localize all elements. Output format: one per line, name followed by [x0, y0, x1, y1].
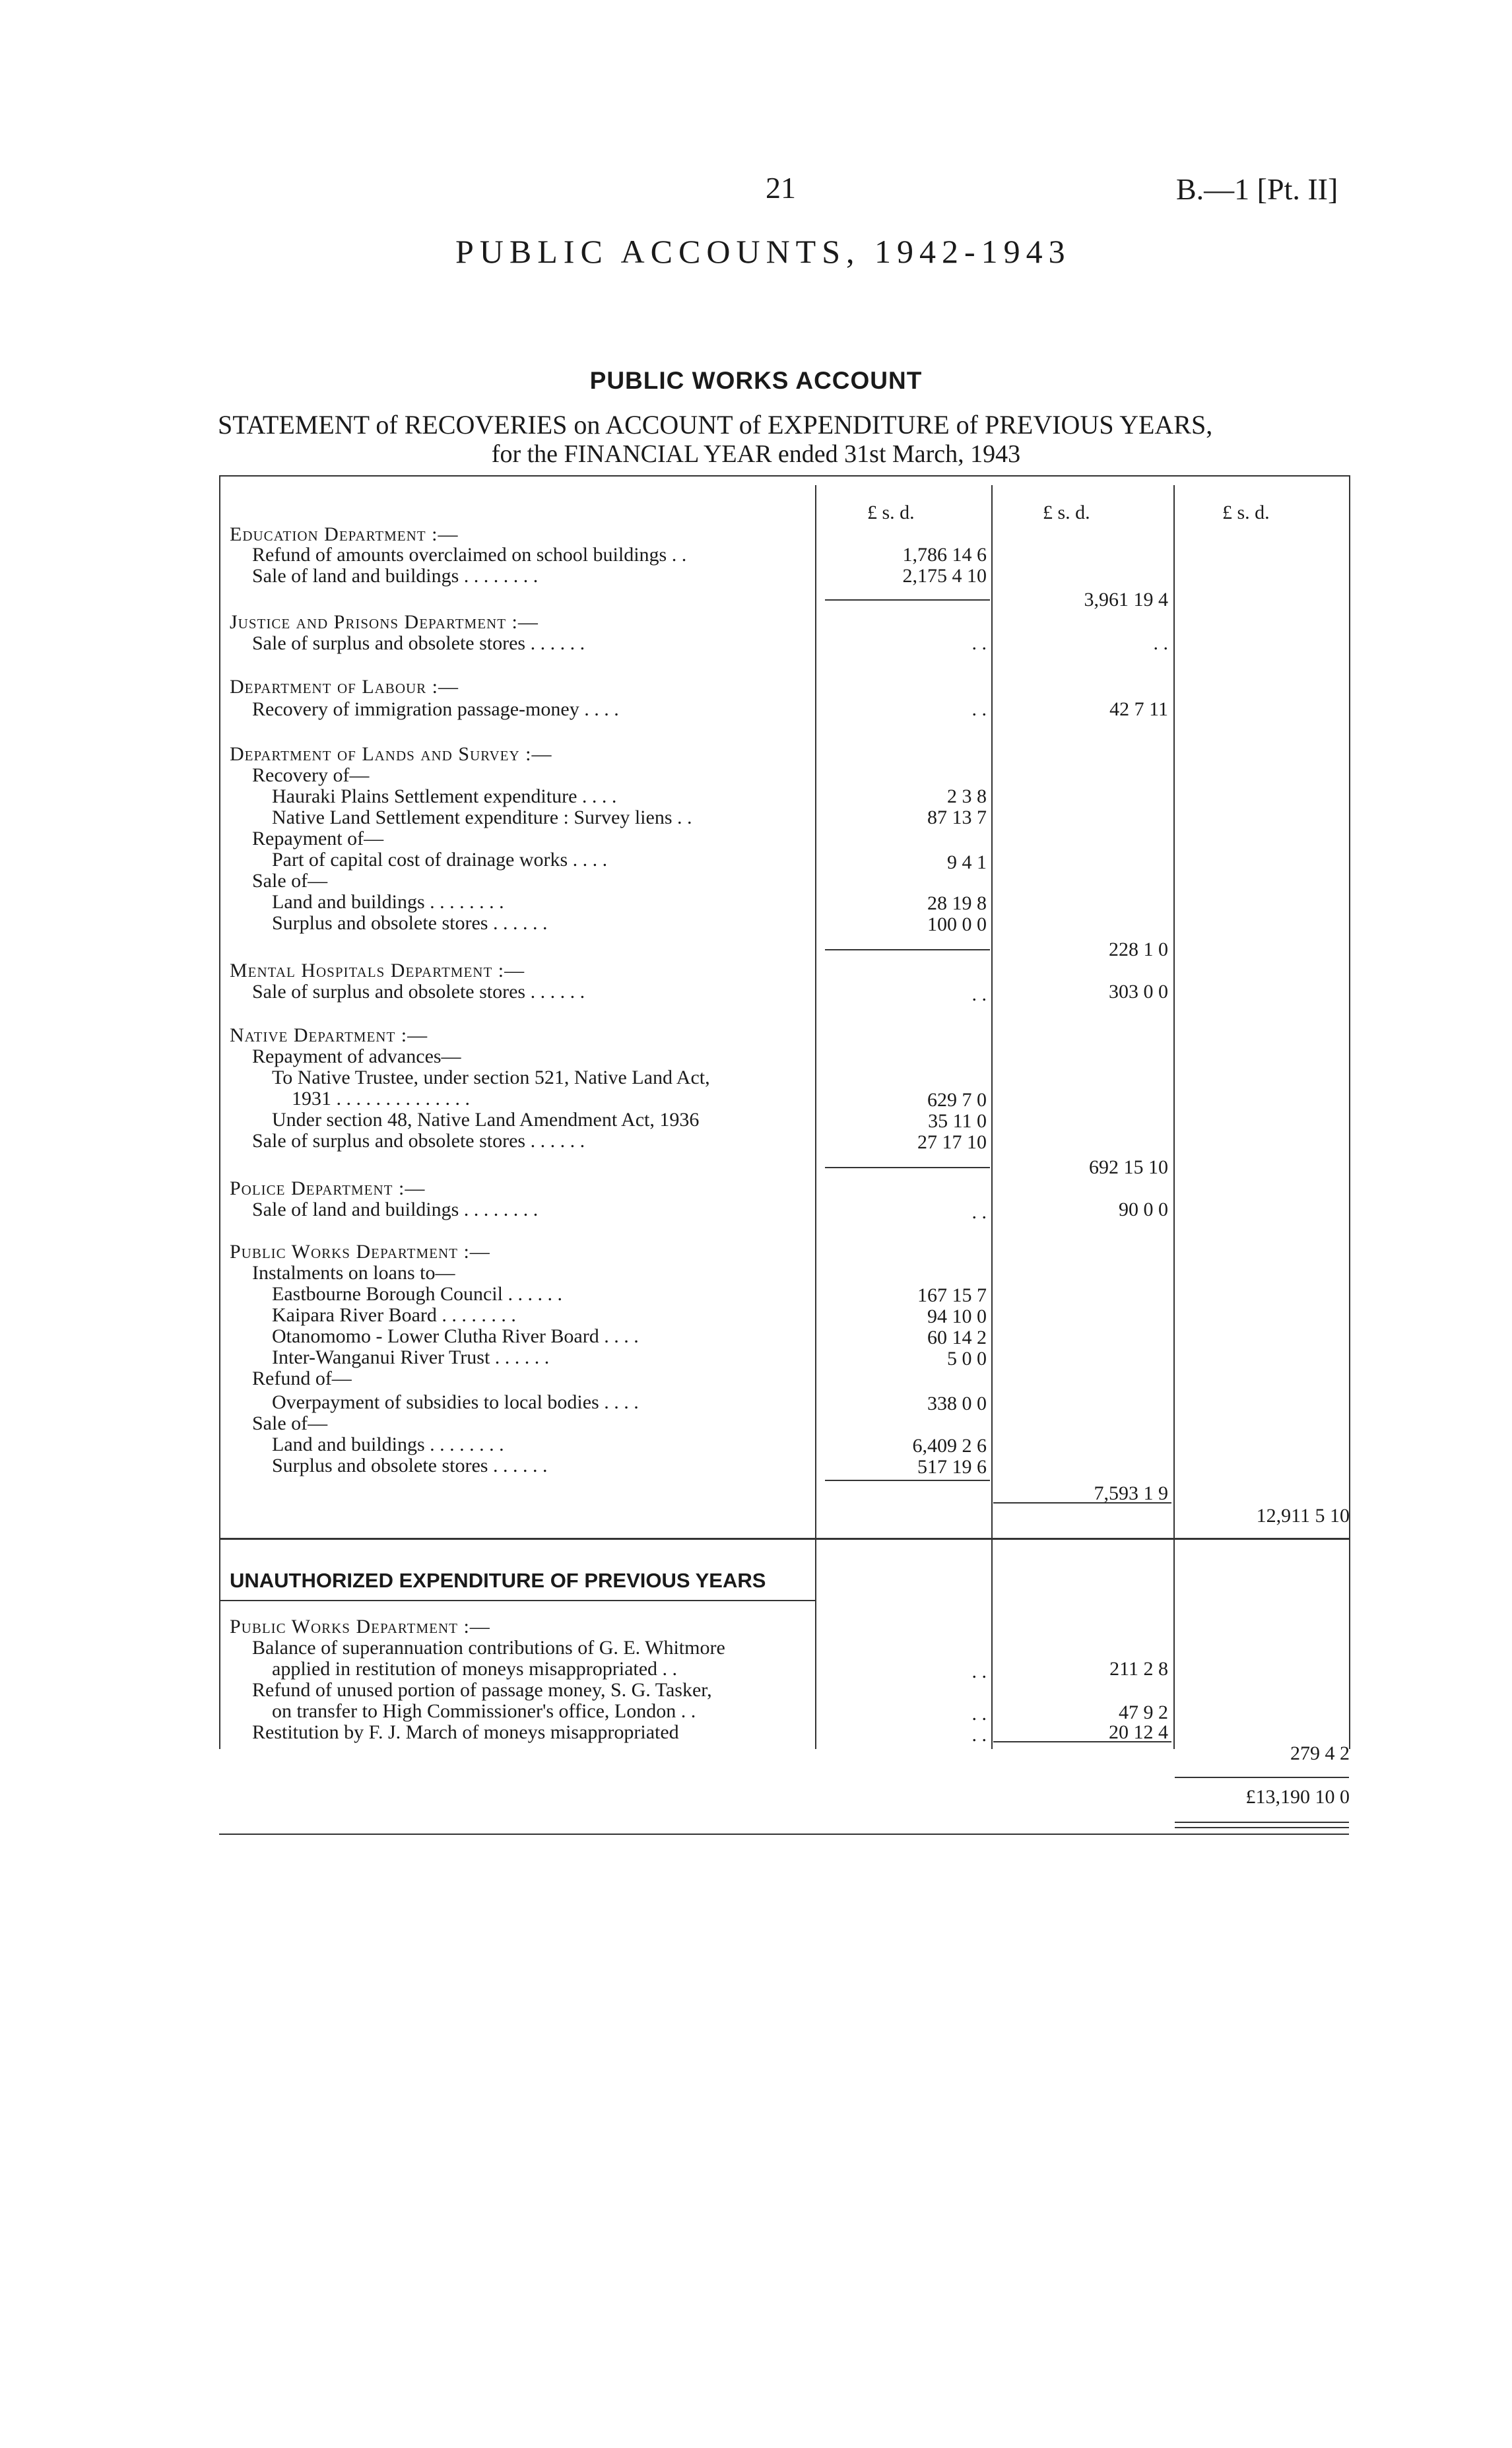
section-total: 12,911 5 10 [1256, 1505, 1350, 1527]
subtotal-rule [825, 1167, 990, 1168]
row-label: Kaipara River Board . . . . . . . . [272, 1304, 516, 1326]
table-top-rule [219, 475, 1349, 477]
section-title-rule [219, 1600, 815, 1601]
row-amount: 87 13 7 [927, 807, 987, 828]
section-heading: Department of Labour :— [230, 676, 459, 698]
row-label: Inter-Wanganui River Trust . . . . . . [272, 1346, 550, 1368]
row-amount: 1,786 14 6 [902, 544, 987, 566]
running-head: PUBLIC ACCOUNTS, 1942-1943 [455, 233, 1071, 270]
row-label: Repayment of advances— [252, 1045, 461, 1067]
row-amount: 94 10 0 [927, 1306, 987, 1327]
row-label: Part of capital cost of drainage works . . . . [272, 849, 608, 871]
row-amount: . . [971, 632, 987, 654]
row-label: Refund of unused portion of passage money, S. G. Tasker, [252, 1679, 712, 1701]
row-amount: . . [1153, 632, 1168, 654]
row-label: Sale of— [252, 1412, 328, 1434]
document-reference: B.—1 [Pt. II] [1176, 172, 1338, 206]
section-heading: Justice and Prisons Department :— [230, 611, 539, 633]
row-label: Recovery of immigration passage-money . . . . [252, 698, 619, 720]
subtotal-amount: 3,961 19 4 [1084, 589, 1168, 611]
column-header-2: £ s. d. [1043, 502, 1090, 523]
row-amount: 303 0 0 [1109, 981, 1168, 1003]
row-label: Eastbourne Borough Council . . . . . . [272, 1283, 562, 1305]
page-title: PUBLIC WORKS ACCOUNT [589, 367, 923, 394]
row-label: Restitution by F. J. March of moneys misappropriated [252, 1721, 679, 1743]
row-amount: 47 9 2 [1119, 1702, 1168, 1723]
row-label: Sale of surplus and obsolete stores . . . . . . [252, 632, 585, 654]
section-heading: Public Works Department :— [230, 1241, 490, 1263]
row-label: To Native Trustee, under section 521, Native Land Act, [272, 1067, 710, 1088]
section-divider [219, 1538, 1349, 1540]
row-label: Native Land Settlement expenditure : Survey liens . . [272, 807, 692, 828]
row-label: Repayment of— [252, 828, 384, 849]
subtotal-rule [993, 1502, 1171, 1504]
row-label: 1931 . . . . . . . . . . . . . . [292, 1088, 470, 1109]
row-amount: 167 15 7 [917, 1284, 987, 1306]
section-heading: Public Works Department :— [230, 1616, 490, 1638]
row-label: Otanomomo - Lower Clutha River Board . . . . [272, 1325, 639, 1347]
row-amount: . . [971, 983, 987, 1005]
row-amount: 60 14 2 [927, 1327, 987, 1348]
subtotal-rule [825, 1480, 990, 1481]
subtotal-amount: 7,593 1 9 [1094, 1482, 1168, 1504]
column-header-3: £ s. d. [1222, 502, 1270, 523]
row-amount: . . [971, 1724, 987, 1746]
grand-total-double-rule [1175, 1822, 1349, 1823]
row-amount: 211 2 8 [1109, 1658, 1168, 1680]
row-label: applied in restitution of moneys misappropriated . . [272, 1658, 678, 1680]
row-amount: 2 3 8 [947, 785, 987, 807]
row-label: Surplus and obsolete stores . . . . . . [272, 912, 548, 934]
row-amount: 629 7 0 [927, 1089, 987, 1111]
row-label: Balance of superannuation contributions of G. E. Whitmore [252, 1637, 725, 1659]
row-amount: 90 0 0 [1119, 1199, 1168, 1220]
subtotal-rule [993, 1741, 1171, 1742]
row-amount: . . [971, 1703, 987, 1725]
section-heading: Education Department :— [230, 523, 459, 545]
subtotal-rule [825, 949, 990, 950]
row-amount: 100 0 0 [927, 913, 987, 935]
section-heading: Mental Hospitals Department :— [230, 960, 525, 981]
section-heading: Department of Lands and Survey :— [230, 743, 552, 765]
column-divider-3 [1173, 485, 1175, 1749]
row-label: Land and buildings . . . . . . . . [272, 1434, 504, 1455]
row-label: Land and buildings . . . . . . . . [272, 891, 504, 913]
page-number: 21 [766, 171, 796, 205]
row-label: Overpayment of subsidies to local bodies . . . . [272, 1391, 639, 1413]
table-right-rule [1349, 475, 1350, 1749]
row-amount: 20 12 4 [1109, 1721, 1168, 1743]
subtotal-rule [825, 599, 990, 601]
column-divider-2 [991, 485, 993, 1749]
subtotal-amount: 228 1 0 [1109, 939, 1168, 960]
row-label: Under section 48, Native Land Amendment Act, 1936 [272, 1109, 700, 1131]
column-divider-1 [815, 485, 816, 1749]
row-amount: 517 19 6 [917, 1456, 987, 1478]
row-label: Surplus and obsolete stores . . . . . . [272, 1455, 548, 1476]
row-label: Refund of— [252, 1368, 352, 1389]
row-label: Sale of surplus and obsolete stores . . . . . . [252, 1130, 585, 1152]
section-title: UNAUTHORIZED EXPENDITURE OF PREVIOUS YEARS [230, 1569, 766, 1592]
row-amount: 338 0 0 [927, 1393, 987, 1414]
statement-title: STATEMENT of RECOVERIES on ACCOUNT of EXPENDITURE of PREVIOUS YEARS, [218, 410, 1213, 440]
row-amount: 9 4 1 [947, 851, 987, 873]
grand-total: £13,190 10 0 [1245, 1786, 1350, 1808]
table-bottom-rule [219, 1834, 1349, 1835]
column-header-1: £ s. d. [867, 502, 915, 523]
grand-total-double-rule [1175, 1827, 1349, 1828]
row-label: Hauraki Plains Settlement expenditure . . . . [272, 785, 617, 807]
row-amount: 6,409 2 6 [912, 1435, 987, 1457]
row-amount: 27 17 10 [917, 1131, 987, 1153]
row-amount: 2,175 4 10 [902, 565, 987, 587]
row-amount: . . [971, 1661, 987, 1682]
row-amount: 28 19 8 [927, 892, 987, 914]
row-label: Instalments on loans to— [252, 1262, 455, 1284]
section-total: 279 4 2 [1290, 1742, 1350, 1764]
grand-total-rule [1175, 1777, 1349, 1778]
table-left-rule [219, 475, 220, 1749]
row-amount: 42 7 11 [1109, 698, 1168, 720]
row-label: Sale of surplus and obsolete stores . . . . . . [252, 981, 585, 1003]
row-amount: 5 0 0 [947, 1348, 987, 1370]
row-label: Recovery of— [252, 764, 370, 786]
row-label: Sale of land and buildings . . . . . . . . [252, 565, 539, 587]
section-heading: Police Department :— [230, 1177, 426, 1199]
row-amount: . . [971, 1201, 987, 1223]
row-label: Sale of— [252, 870, 328, 892]
subtotal-amount: 692 15 10 [1089, 1156, 1168, 1178]
statement-subtitle: for the FINANCIAL YEAR ended 31st March, 1943 [491, 440, 1021, 468]
row-amount: 35 11 0 [928, 1110, 987, 1132]
row-label: Sale of land and buildings . . . . . . . . [252, 1199, 539, 1220]
row-amount: . . [971, 698, 987, 720]
section-heading: Native Department :— [230, 1024, 428, 1046]
row-label: on transfer to High Commissioner's office, London . . [272, 1700, 696, 1722]
row-label: Refund of amounts overclaimed on school buildings . . [252, 544, 687, 566]
